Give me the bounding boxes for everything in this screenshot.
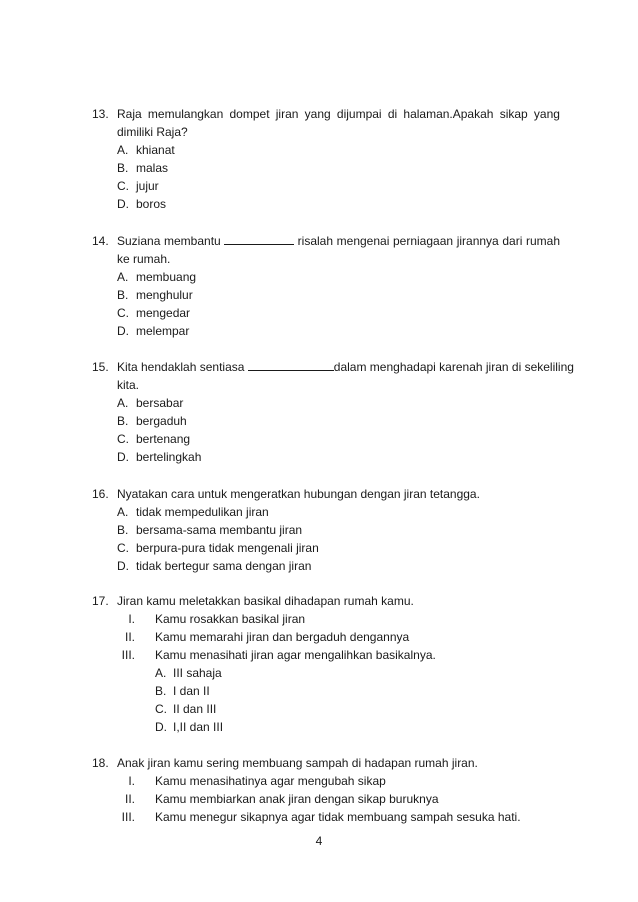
- question-text-line: Anak jiran kamu sering membuang sampah di hadapan rumah jiran.: [117, 756, 478, 770]
- word: Raja: [117, 107, 142, 121]
- option-c: C. jujur: [117, 179, 159, 193]
- option-d: D. I,II dan III: [155, 720, 224, 734]
- option-d: D. boros: [117, 197, 167, 211]
- option-b: B. bergaduh: [117, 414, 187, 428]
- word: di: [387, 107, 398, 121]
- option-c: C. berpura-pura tidak mengenali jiran: [117, 541, 319, 555]
- question-text-line: kita.: [117, 378, 140, 392]
- option-a: A. khianat: [117, 143, 175, 157]
- option-a: A. III sahaja: [155, 666, 222, 680]
- word: dari: [502, 234, 523, 248]
- question-13: [92, 105, 560, 213]
- question-number: 14.: [92, 234, 109, 248]
- question-text-line: Kita hendaklah sentiasa dalam menghadapi karenah jiran di sekeliling: [117, 360, 574, 374]
- question-text-line: dimiliki Raja?: [117, 125, 188, 139]
- word: yang: [533, 107, 560, 121]
- word-with-blank: membantu: [164, 232, 294, 250]
- option-d: D. tidak bertegur sama dengan jiran: [117, 559, 312, 573]
- statement-i: I. Kamu menasihatinya agar mengubah sikap: [128, 774, 386, 788]
- question-text-line: [117, 105, 560, 123]
- statement-ii: II. Kamu memarahi jiran dan bergaduh dengannya: [124, 630, 410, 644]
- word: perniagaan: [393, 234, 454, 248]
- question-text-line: ke rumah.: [117, 252, 171, 266]
- question-17: [92, 592, 560, 736]
- word: rumah: [525, 234, 560, 248]
- statement-ii: II. Kamu membiarkan anak jiran dengan sikap buruknya: [124, 792, 439, 806]
- option-a: A. tidak mempedulikan jiran: [117, 505, 269, 519]
- question-text-line: Jiran kamu meletakkan basikal dihadapan rumah kamu.: [117, 594, 414, 608]
- word: dompet: [229, 107, 270, 121]
- word: Suziana: [117, 234, 161, 248]
- question-14: [92, 232, 560, 340]
- answer-blank: [224, 232, 294, 245]
- answer-blank: [248, 358, 334, 371]
- word: dijumpai: [336, 107, 382, 121]
- question-number: 18.: [92, 756, 109, 770]
- question-15: [92, 358, 574, 466]
- word: jiran: [275, 107, 299, 121]
- statement-iii: III. Kamu menegur sikapnya agar tidak membuang sampah sesuka hati.: [121, 810, 521, 824]
- question-text-line: [117, 232, 560, 250]
- question-18: [92, 754, 560, 826]
- question-number: 16.: [92, 487, 109, 501]
- option-c: C. mengedar: [117, 306, 191, 320]
- statement-i: I. Kamu rosakkan basikal jiran: [128, 612, 306, 626]
- word: memulangkan: [147, 107, 224, 121]
- statement-iii: III. Kamu menasihati jiran agar mengalihkan basikalnya.: [121, 648, 436, 662]
- option-d: D. melempar: [117, 324, 190, 338]
- word: yang: [304, 107, 331, 121]
- option-c: C. II dan III: [155, 702, 217, 716]
- option-a: A. bersabar: [117, 396, 184, 410]
- word: mengenai: [336, 234, 390, 248]
- question-number: 13.: [92, 107, 109, 121]
- option-b: B. malas: [117, 161, 169, 175]
- question-number: 17.: [92, 594, 109, 608]
- word: jirannya: [456, 234, 499, 248]
- question-text-line: Nyatakan cara untuk mengeratkan hubungan dengan jiran tetangga.: [117, 487, 480, 501]
- question-16: [92, 485, 560, 575]
- word: risalah: [297, 234, 334, 248]
- option-d: D. bertelingkah: [117, 450, 202, 464]
- page-number: 4: [315, 834, 323, 848]
- option-b: B. menghulur: [117, 288, 193, 302]
- option-b: B. I dan II: [155, 684, 210, 698]
- option-c: C. bertenang: [117, 432, 191, 446]
- word: sikap: [499, 107, 528, 121]
- option-b: B. bersama-sama membantu jiran: [117, 523, 303, 537]
- question-number: 15.: [92, 360, 109, 374]
- option-a: A. membuang: [117, 270, 197, 284]
- word: halaman.Apakah: [403, 107, 494, 121]
